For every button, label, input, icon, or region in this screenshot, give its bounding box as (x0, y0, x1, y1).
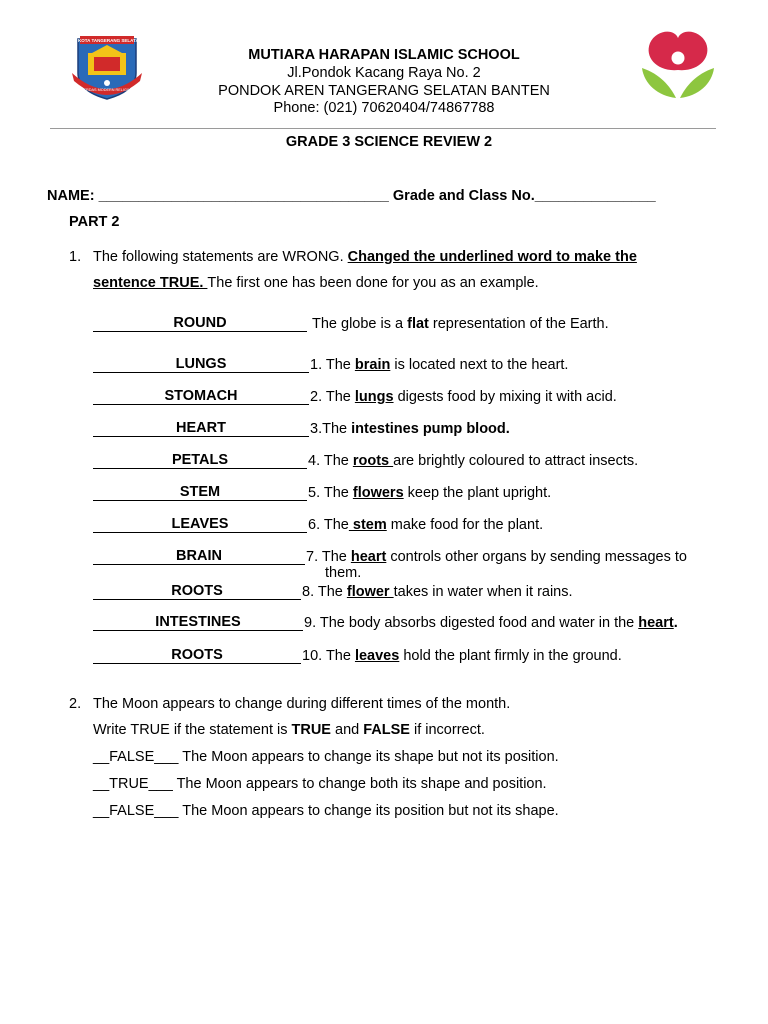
statement-5 (308, 484, 551, 502)
statement-text: The globe is a (312, 316, 408, 332)
statement-text: pump blood. (418, 421, 510, 437)
statement-keyword: roots (352, 453, 394, 469)
q2-true-word: TRUE (291, 722, 331, 738)
statement-text: The (322, 648, 355, 664)
crest-motto-text: CERDAS MODERN RELIGIUS (80, 88, 134, 92)
name-label: NAME: (47, 188, 99, 204)
q2-instruction-text: Write TRUE if the statement is (93, 722, 292, 738)
q1-intro-line1 (93, 248, 637, 266)
answer-blank-example: ROUND (93, 315, 307, 332)
q2-item-2 (93, 775, 547, 793)
statement-number: 2. (310, 389, 323, 405)
statement-text: The (322, 389, 355, 405)
statement-text: The (318, 549, 351, 565)
q2-line2 (93, 721, 485, 739)
grade-class-blank: _______________ (534, 188, 656, 204)
statement-number: 1. (310, 357, 323, 373)
statement-2 (310, 388, 617, 406)
statement-keyword: heart (350, 549, 387, 565)
q2-statement: The Moon appears to change its shape but not its position. (178, 749, 559, 765)
statement-text: representation of the Earth. (428, 316, 609, 332)
answer-blank-10: ROOTS (93, 647, 301, 664)
school-city: PONDOK AREN TANGERANG SELATAN BANTEN (218, 83, 550, 99)
statement-keyword: intestines (351, 421, 419, 437)
statement-text: The (320, 485, 353, 501)
school-street: Jl.Pondok Kacang Raya No. 2 (287, 65, 481, 81)
answer-blank-1: LUNGS (93, 356, 309, 373)
statement-keyword: lungs (354, 389, 394, 405)
statement-keyword: flat (407, 316, 429, 332)
statement-number: 10. (302, 648, 323, 664)
statement-keyword: leaves (354, 648, 400, 664)
answer-blank-5: STEM (93, 484, 307, 501)
statement-text: The (320, 453, 353, 469)
q2-item-3 (93, 802, 559, 820)
answer-blank-8: ROOTS (93, 583, 301, 600)
answer-blank-7: BRAIN (93, 548, 305, 565)
q2-answer: __FALSE___ (93, 803, 179, 819)
statement-text: is located next to the heart. (390, 357, 569, 373)
statement-text: The (320, 517, 349, 533)
statement-text: The (322, 421, 352, 437)
statement-7-continued: them. (325, 565, 362, 581)
page-title: GRADE 3 SCIENCE REVIEW 2 (285, 134, 493, 150)
answer-blank-9: INTESTINES (93, 614, 303, 631)
q2-number: 2. (69, 696, 82, 712)
statement-text: The body absorbs digested food and water in the (316, 615, 639, 631)
q2-line1: The Moon appears to change during different times of the month. (93, 696, 511, 712)
statement-keyword: flowers (352, 485, 404, 501)
statement-1 (310, 356, 568, 374)
statement-number: 9. (304, 615, 317, 631)
statement-number: 3. (310, 421, 323, 437)
statement-text: . (673, 615, 678, 631)
name-blank: ____________________________________ (98, 188, 389, 204)
statement-9 (304, 614, 678, 632)
statement-10 (302, 647, 622, 665)
q2-instruction-text: and (330, 722, 364, 738)
q1-intro-line2 (93, 274, 539, 292)
q2-statement: The Moon appears to change both its shape and position. (172, 776, 547, 792)
statement-text: keep the plant upright. (403, 485, 552, 501)
statement-number: 5. (308, 485, 321, 501)
crest-banner-text: KOTA TANGERANG SELATAN (78, 38, 142, 43)
answer-blank-2: STOMACH (93, 388, 309, 405)
name-row (47, 187, 656, 205)
statement-example (312, 315, 609, 333)
answer-blank-4: PETALS (93, 452, 307, 469)
school-name: MUTIARA HARAPAN ISLAMIC SCHOOL (248, 47, 520, 63)
grade-class-label: Grade and Class No. (392, 188, 535, 204)
answer-blank-6: LEAVES (93, 516, 307, 533)
statement-3 (310, 420, 510, 438)
statement-number: 7. (306, 549, 319, 565)
q1-intro-wrong: The following statements are WRONG. (93, 249, 348, 265)
statement-text: The (314, 584, 347, 600)
q2-answer: __FALSE___ (93, 749, 179, 765)
q1-intro-instruction-end: sentence TRUE. (93, 275, 208, 291)
statement-keyword: brain (354, 357, 391, 373)
header-divider (50, 128, 716, 129)
q2-answer: __TRUE___ (93, 776, 173, 792)
q1-intro-instruction: Changed the underlined word to make the (347, 249, 637, 265)
statement-text: digests food by mixing it with acid. (393, 389, 617, 405)
q2-item-1 (93, 748, 559, 766)
statement-text: hold the plant firmly in the ground. (399, 648, 622, 664)
school-phone: Phone: (021) 70620404/74867788 (273, 100, 495, 116)
statement-text: controls other organs by sending messages to (386, 549, 687, 565)
statement-text: make food for the plant. (386, 517, 544, 533)
statement-text: are brightly coloured to attract insects. (393, 453, 639, 469)
statement-text: takes in water when it rains. (393, 584, 573, 600)
q2-instruction-text: if incorrect. (409, 722, 485, 738)
statement-keyword: heart (638, 615, 674, 631)
statement-6 (308, 516, 543, 534)
statement-8 (302, 583, 573, 601)
statement-keyword: flower (346, 584, 394, 600)
statement-4 (308, 452, 638, 470)
statement-number: 6. (308, 517, 321, 533)
statement-text: The (322, 357, 355, 373)
q2-false-word: FALSE (363, 722, 410, 738)
statement-number: 4. (308, 453, 321, 469)
q1-intro-example-note: The first one has been done for you as an example. (207, 275, 539, 291)
answer-blank-3: HEART (93, 420, 309, 437)
statement-keyword: stem (348, 517, 387, 533)
statement-number: 8. (302, 584, 315, 600)
part-label: PART 2 (69, 214, 120, 230)
statement-7 (306, 548, 687, 566)
q2-statement: The Moon appears to change its position but not its shape. (178, 803, 559, 819)
q1-number: 1. (69, 249, 82, 265)
